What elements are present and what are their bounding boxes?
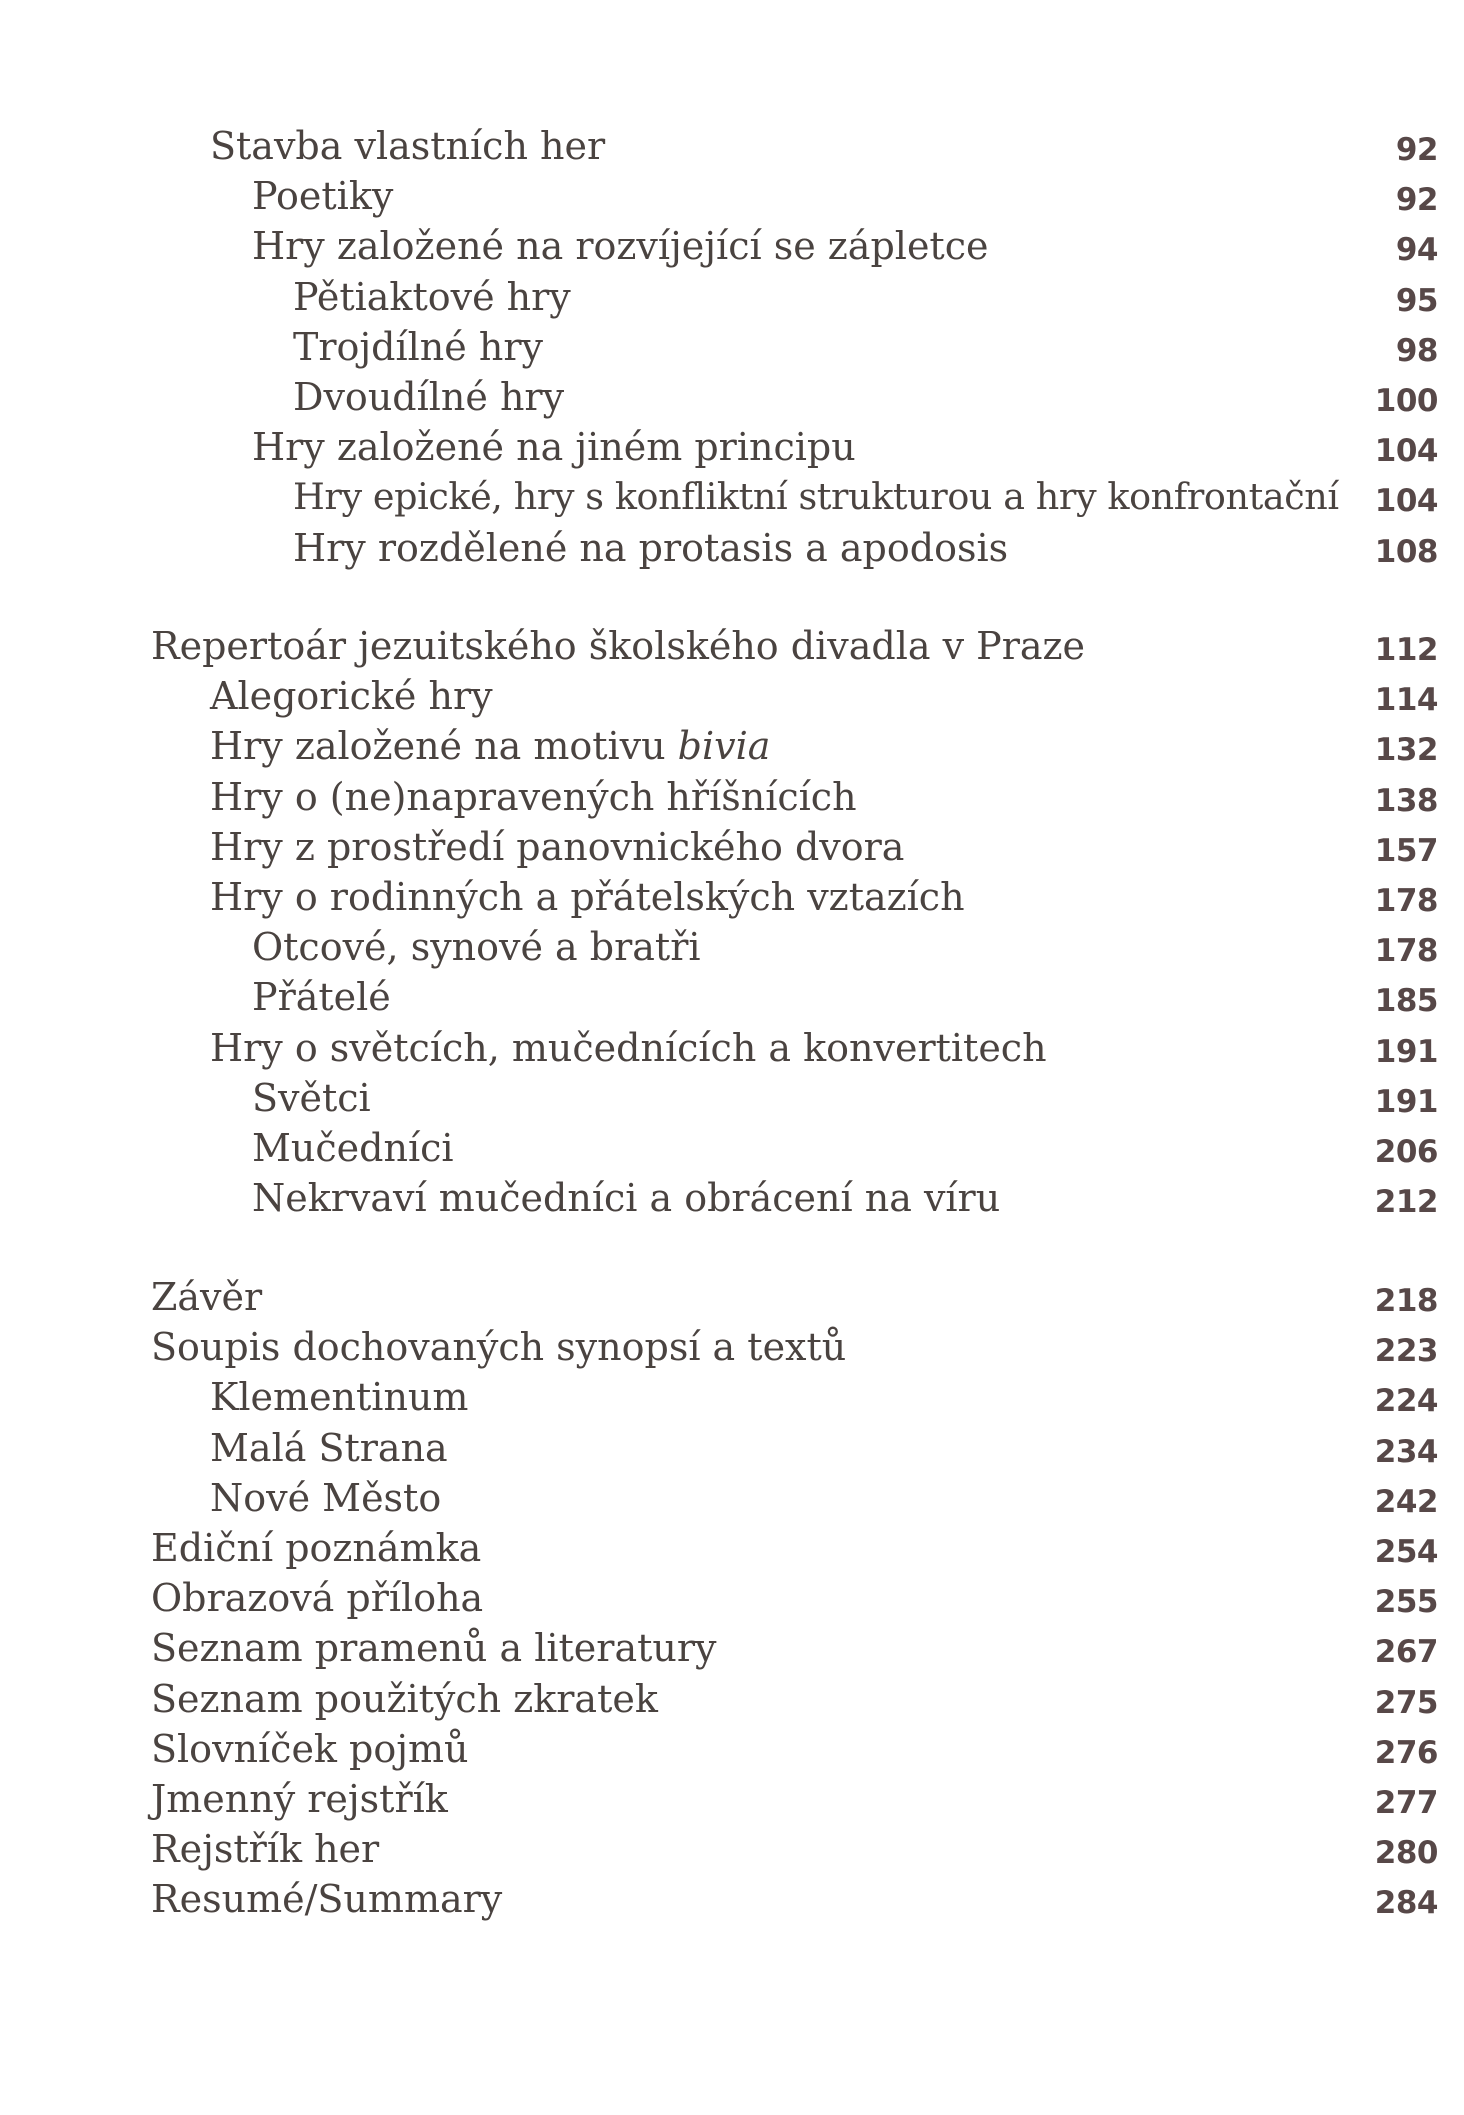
toc-entry-title: Soupis dochovaných synopsí a textů xyxy=(151,1325,847,1370)
toc-entry-title: Pětiaktové hry xyxy=(293,274,571,319)
toc-entry-title: Resumé/Summary xyxy=(151,1877,503,1922)
toc-entry xyxy=(0,523,1464,573)
toc-entry-page: 276 xyxy=(1374,1734,1438,1771)
toc-entry-title: Slovníček pojmů xyxy=(151,1726,469,1771)
toc-entry xyxy=(0,1824,1464,1874)
toc-entry xyxy=(0,1372,1464,1422)
toc-entry-title: Seznam pramenů a literatury xyxy=(151,1626,717,1671)
toc-entry-page: 242 xyxy=(1374,1483,1438,1520)
toc-entry xyxy=(0,1023,1464,1073)
toc-entry xyxy=(0,121,1464,171)
toc-entry-page: 157 xyxy=(1374,832,1438,869)
toc-entry xyxy=(0,621,1464,671)
toc-entry-title: Hry o světcích, mučednících a konvertitech xyxy=(210,1025,1047,1070)
toc-section-2 xyxy=(0,621,1464,1223)
toc-entry-title: Otcové, synové a bratři xyxy=(252,925,701,970)
toc-entry xyxy=(0,1322,1464,1372)
toc-entry-title: Trojdílné hry xyxy=(293,324,543,369)
toc-entry xyxy=(0,472,1464,522)
toc-entry-title: Nové Město xyxy=(210,1475,442,1520)
toc-entry xyxy=(0,1573,1464,1623)
toc-entry-page: 280 xyxy=(1374,1835,1438,1872)
toc-entry-page: 138 xyxy=(1374,782,1438,819)
toc-entry-page: 178 xyxy=(1374,933,1438,970)
toc-entry-page: 223 xyxy=(1374,1333,1438,1370)
toc-entry xyxy=(0,322,1464,372)
toc-entry xyxy=(0,272,1464,322)
toc-entry-page: 191 xyxy=(1374,1033,1438,1070)
toc-entry-title: Nekrvaví mučedníci a obrácení na víru xyxy=(252,1176,1001,1221)
toc-entry xyxy=(0,1272,1464,1322)
toc-entry-page: 234 xyxy=(1374,1433,1438,1470)
toc-entry-page: 100 xyxy=(1374,382,1438,419)
toc-entry-title: Hry o (ne)napravených hříšnících xyxy=(210,774,857,819)
toc-entry-title: Jmenný rejstřík xyxy=(151,1776,448,1821)
toc-entry-page: 206 xyxy=(1374,1133,1438,1170)
toc-entry-title: Mučedníci xyxy=(252,1125,454,1170)
toc-entry-title: Malá Strana xyxy=(210,1425,448,1470)
toc-entry xyxy=(0,372,1464,422)
toc-entry xyxy=(0,1173,1464,1223)
toc-entry-title: Hry z prostředí panovnického dvora xyxy=(210,824,905,869)
toc-entry xyxy=(0,1724,1464,1774)
toc-entry-title: Obrazová příloha xyxy=(151,1576,484,1621)
toc-entry xyxy=(0,1523,1464,1573)
toc-entry-page: 104 xyxy=(1374,433,1438,470)
toc-entry-page: 185 xyxy=(1374,983,1438,1020)
toc-entry-title: Alegorické hry xyxy=(210,674,493,719)
toc-entry xyxy=(0,1123,1464,1173)
toc-entry xyxy=(0,972,1464,1022)
toc-entry-page: 218 xyxy=(1374,1283,1438,1319)
toc-entry-page: 94 xyxy=(1395,232,1438,269)
toc-entry-page: 212 xyxy=(1374,1184,1438,1221)
toc-entry-page: 108 xyxy=(1374,533,1438,570)
toc-entry-page: 275 xyxy=(1374,1684,1438,1721)
toc-entry-title: Závěr xyxy=(151,1275,263,1319)
toc-entry-page: 92 xyxy=(1395,132,1438,168)
toc-entry-page: 95 xyxy=(1395,282,1438,319)
toc-entry-title: Klementinum xyxy=(210,1375,469,1420)
toc-entry-page: 178 xyxy=(1374,882,1438,919)
toc-entry-title: Poetiky xyxy=(252,174,394,219)
toc-entry xyxy=(0,1073,1464,1123)
toc-entry xyxy=(0,922,1464,972)
toc-entry-page: 224 xyxy=(1374,1383,1438,1420)
toc-entry-title xyxy=(210,721,770,771)
toc-entry xyxy=(0,1423,1464,1473)
toc-entry xyxy=(0,171,1464,221)
toc-entry xyxy=(0,872,1464,922)
toc-entry-title: Hry epické, hry s konfliktní strukturou a hry konfrontační xyxy=(293,475,1339,519)
toc-entry xyxy=(0,822,1464,872)
toc-entry-page: 92 xyxy=(1395,182,1438,219)
toc-entry xyxy=(0,422,1464,472)
toc-entry-page: 132 xyxy=(1374,732,1438,769)
toc-entry-title: Přátelé xyxy=(252,975,391,1020)
toc-entry-page: 114 xyxy=(1374,682,1438,719)
toc-entry-title: Seznam použitých zkratek xyxy=(151,1676,658,1721)
toc-entry xyxy=(0,721,1464,771)
toc-entry xyxy=(0,1774,1464,1824)
toc-entry-title: Hry založené na rozvíjející se zápletce xyxy=(252,224,989,269)
toc-entry xyxy=(0,221,1464,271)
toc-entry xyxy=(0,671,1464,721)
toc-entry-page: 191 xyxy=(1374,1083,1438,1120)
toc-entry xyxy=(0,1874,1464,1924)
toc-entry-title-italic: bivia xyxy=(677,724,771,769)
toc-entry-title: Stavba vlastních her xyxy=(210,124,606,168)
toc-entry-title: Světci xyxy=(252,1075,371,1120)
toc-entry xyxy=(0,772,1464,822)
toc-entry-title: Rejstřík her xyxy=(151,1827,380,1872)
toc-entry xyxy=(0,1674,1464,1724)
toc-entry-page: 277 xyxy=(1374,1784,1438,1821)
toc-entry-page: 255 xyxy=(1374,1584,1438,1621)
toc-entry-title: Dvoudílné hry xyxy=(293,374,565,419)
toc-entry xyxy=(0,1473,1464,1523)
toc-entry-page: 284 xyxy=(1374,1885,1438,1922)
toc-entry-title: Ediční poznámka xyxy=(151,1525,482,1570)
toc-entry-title: Hry o rodinných a přátelských vztazích xyxy=(210,874,965,919)
toc-entry-title: Repertoár jezuitského školského divadla v Praze xyxy=(151,624,1086,668)
toc-entry-title-text: Hry založené na motivu xyxy=(210,724,678,769)
toc-entry-page: 112 xyxy=(1374,632,1438,668)
toc-entry-title: Hry založené na jiném principu xyxy=(252,425,856,470)
toc-entry-page: 267 xyxy=(1374,1634,1438,1671)
toc-entry xyxy=(0,1623,1464,1673)
toc-entry-page: 254 xyxy=(1374,1533,1438,1570)
toc-entry-page: 98 xyxy=(1395,332,1438,369)
toc-entry-page: 104 xyxy=(1374,483,1438,520)
toc-entry-title: Hry rozdělené na protasis a apodosis xyxy=(293,525,1009,570)
toc-section-1 xyxy=(0,121,1464,573)
toc-section-3 xyxy=(0,1272,1464,1924)
